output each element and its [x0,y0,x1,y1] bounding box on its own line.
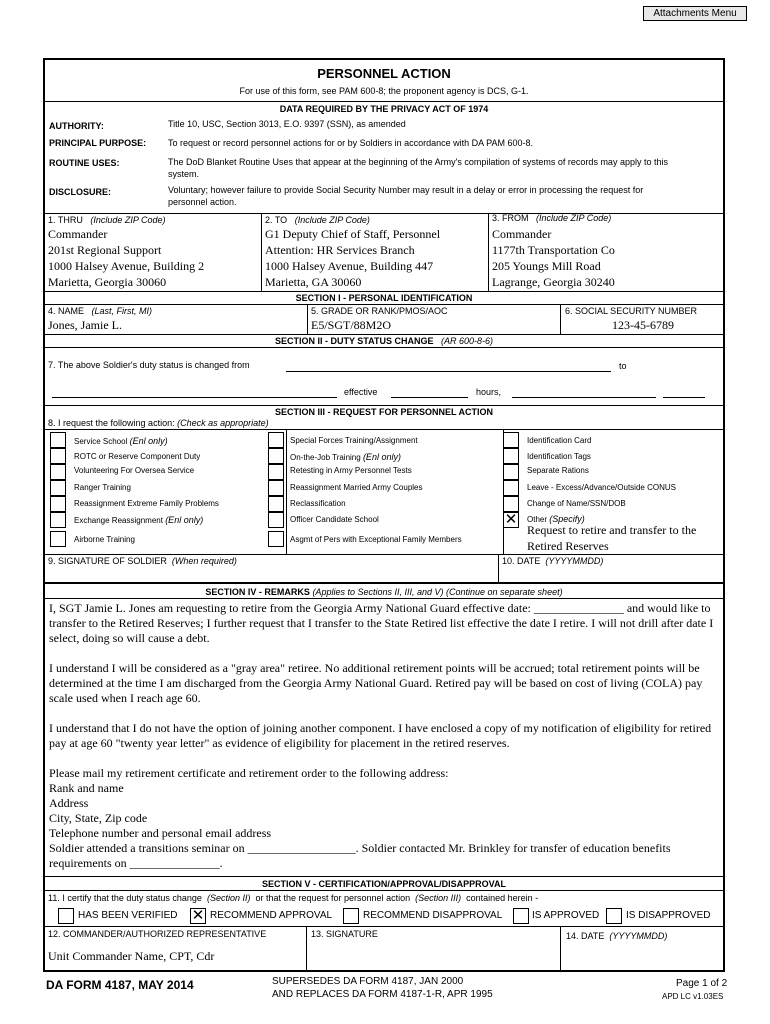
ssn-label: 6. SOCIAL SECURITY NUMBER [565,306,698,316]
effective-date-field[interactable] [391,397,468,398]
date-label: 10. DATE (YYYYMMDD) [502,556,604,566]
opt-approved: IS APPROVED [532,910,600,921]
to-address[interactable]: G1 Deputy Chief of Staff, Personnel Attention: HR Services Branch 1000 Halsey Avenue, Building 447 Marietta, GA 30060 [265,227,441,289]
ssn-field[interactable]: 123-45-6789 [612,318,674,332]
opt-reclassification: Reclassification [290,499,346,508]
signature-field[interactable] [308,940,559,970]
disclosure-text: Voluntary; however failure to provide Social Security Number may result in a delay or error in processing the request for personnel action. [168,185,644,207]
checkbox-rec-approval[interactable] [190,908,206,924]
other-specify-field[interactable]: Request to retire and transfer to the Retired Reserves [527,523,697,553]
checkbox-exchange[interactable] [50,512,66,528]
opt-rec-approval: RECOMMEND APPROVAL [210,910,333,921]
checkbox-special-forces[interactable] [268,432,284,448]
signature-soldier-label: 9. SIGNATURE OF SOLDIER (When required) [48,556,237,566]
attachments-menu-button[interactable]: Attachments Menu [643,6,747,21]
checkbox-id-card[interactable] [503,432,519,448]
opt-id-tags: Identification Tags [527,452,591,461]
checkbox-id-tags[interactable] [503,448,519,464]
purpose-text: To request or record personnel actions for or by Soldiers in accordance with DA PAM 600-8. [168,138,534,148]
opt-retesting: Retesting in Army Personnel Tests [290,466,412,475]
form-subtitle: For use of this form, see PAM 600-8; the proponent agency is DCS, G-1. [239,86,529,96]
supersedes-line-2: AND REPLACES DA FORM 4187-1-R, APR 1995 [272,989,493,1000]
opt-id-card: Identification Card [527,436,592,445]
checkbox-reclassification[interactable] [268,496,284,512]
remarks-address-block: Please mail my retirement certificate and retirement order to the following address: Rank and name Address City, State, Zip code Telephone number and personal email address Soldier attended a transitions seminar on __________________. Soldier contacted Mr. Brinkley for transfer of education benefits requirements on _______________. [49,766,671,870]
authority-label: AUTHORITY: [49,121,104,131]
opt-ocs: Officer Candidate School [290,515,379,524]
name-field[interactable]: Jones, Jamie L. [48,318,122,332]
opt-name-change: Change of Name/SSN/DOB [527,499,626,508]
checkbox-married-couples[interactable] [268,480,284,496]
checkbox-reassign-family[interactable] [50,496,66,512]
checkbox-disapproved[interactable] [606,908,622,924]
opt-leave: Leave - Excess/Advance/Outside CONUS [527,483,676,492]
checkbox-airborne[interactable] [50,531,66,547]
section5-heading: SECTION V - CERTIFICATION/APPROVAL/DISAPPROVAL [261,879,506,889]
from-label: 3. FROM (Include ZIP Code) [492,213,612,223]
to-label: 2. TO (Include ZIP Code) [265,215,370,225]
opt-married-couples: Reassignment Married Army Couples [290,483,423,492]
checkbox-ranger[interactable] [50,480,66,496]
signature-soldier-field[interactable] [46,566,496,581]
opt-rec-disapproval: RECOMMEND DISAPPROVAL [363,910,503,921]
status-from-field[interactable] [286,371,611,372]
opt-oversea: Volunteering For Oversea Service [74,466,195,475]
item11-label: 11. I certify that the duty status change (Section II) or that the request for personnel action (Section III) contained herein - [48,893,539,903]
opt-separate-rations: Separate Rations [527,466,589,475]
checkbox-service-school[interactable] [50,432,66,448]
cert-date-field[interactable] [562,942,723,970]
item7-label: 7. The above Soldier's duty status is changed from [48,360,250,370]
checkbox-rec-disapproval[interactable] [343,908,359,924]
opt-exchange: Exchange Reassignment (Enl only) [74,515,204,525]
authority-text: Title 10, USC, Section 3013, E.O. 9397 (SSN), as amended [168,119,406,129]
remarks-field[interactable] [49,601,721,871]
checkbox-name-change[interactable] [503,496,519,512]
checkbox-separate-rations[interactable] [503,464,519,480]
page-number: Page 1 of 2 [676,978,728,989]
purpose-label: PRINCIPAL PURPOSE: [49,138,147,148]
item12-label: 12. COMMANDER/AUTHORIZED REPRESENTATIVE [48,929,267,939]
status-to-field[interactable] [52,397,337,398]
disclosure-label: DISCLOSURE: [49,187,112,197]
checkbox-other[interactable] [503,512,519,528]
routine-text: The DoD Blanket Routine Uses that appear at the beginning of the Army's compilation of systems of records may apply to this system. [168,157,668,179]
commander-field[interactable]: Unit Commander Name, CPT, Cdr [48,949,215,963]
opt-disapproved: IS DISAPPROVED [626,910,711,921]
section4-heading: SECTION IV - REMARKS (Applies to Sections II, III, and V) (Continue on separate sheet) [205,587,563,597]
hours-word: hours, [476,387,502,397]
checkbox-rotc[interactable] [50,448,66,464]
routine-label: ROUTINE USES: [49,158,120,168]
from-address[interactable]: Commander 1177th Transportation Co 205 Youngs Mill Road Lagrange, Georgia 30240 [492,227,615,289]
thru-address[interactable]: Commander 201st Regional Support 1000 Halsey Avenue, Building 2 Marietta, Georgia 30060 [48,227,205,289]
opt-ranger: Ranger Training [74,483,131,492]
remarks-paragraph-3: I understand that I do not have the option of joining another component. I have enclosed a copy of my notification of eligibility for retired pay at age 60 "twenty year letter" as evidence of eligibility for placement in the retired reserves. [49,721,712,750]
opt-service-school: Service School (Enl only) [74,436,168,446]
form-id: DA FORM 4187, MAY 2014 [46,978,194,992]
form-title: PERSONNEL ACTION [317,66,451,81]
checkbox-verified[interactable] [58,908,74,924]
section2-heading: SECTION II - DUTY STATUS CHANGE (AR 600-8-6) [274,336,494,346]
section1-heading: SECTION I - PERSONAL IDENTIFICATION [295,293,473,303]
opt-airborne: Airborne Training [74,535,135,544]
remarks-paragraph-1: I, SGT Jamie L. Jones am requesting to retire from the Georgia Army National Guard effective date: _______________ and would like to transfer to the Retired Reserves; I further request that I transfer to the State Retired list effective the date I retire. I will not drill after date I select, doing so will cause a debt. [49,601,714,645]
opt-reassign-family: Reassignment Extreme Family Problems [74,499,219,508]
opt-ojt: On-the-Job Training (Enl only) [290,452,401,462]
opt-verified: HAS BEEN VERIFIED [78,910,178,921]
opt-rotc: ROTC or Reserve Component Duty [74,452,201,461]
name-label: 4. NAME (Last, First, MI) [48,306,153,316]
to-word: to [619,361,627,371]
item13-label: 13. SIGNATURE [311,929,378,939]
check-x-icon: ✕ [504,511,518,528]
checkbox-leave[interactable] [503,480,519,496]
hours-field-2[interactable] [663,397,705,398]
form-version: APD LC v1.03ES [662,992,724,1001]
section3-heading: SECTION III - REQUEST FOR PERSONNEL ACTION [274,407,494,417]
grade-label: 5. GRADE OR RANK/PMOS/AOC [311,306,448,316]
checkbox-ojt[interactable] [268,448,284,464]
thru-label: 1. THRU (Include ZIP Code) [48,215,166,225]
checkbox-oversea[interactable] [50,464,66,480]
checkbox-approved[interactable] [513,908,529,924]
opt-special-forces: Special Forces Training/Assignment [290,436,418,445]
item14-label: 14. DATE (YYYYMMDD) [566,931,668,941]
checkbox-exceptional-family[interactable] [268,531,284,547]
checkbox-ocs[interactable] [268,512,284,528]
effective-word: effective [344,387,378,397]
item8-label: 8. I request the following action: (Check as appropriate) [48,418,269,428]
grade-field[interactable]: E5/SGT/88M2O [311,318,392,332]
remarks-paragraph-2: I understand I will be considered as a "gray area" retiree. No additional retirement points will be accrued; total retirement points will be determined at the time I am discharged from the Georgia Army National Guard. Retired pay will be based on cost of living (COLA) pay scale used when I reach age 60. [49,661,703,705]
opt-exceptional-family: Asgmt of Pers with Exceptional Family Members [290,535,462,544]
date-field[interactable] [501,566,723,581]
privacy-heading: DATA REQUIRED BY THE PRIVACY ACT OF 1974 [279,104,489,114]
supersedes-line-1: SUPERSEDES DA FORM 4187, JAN 2000 [272,976,464,987]
opt-other: Other (Specify) [527,514,585,524]
hours-field-1[interactable] [512,397,656,398]
checkbox-retesting[interactable] [268,464,284,480]
check-x-icon: ✕ [191,907,205,924]
